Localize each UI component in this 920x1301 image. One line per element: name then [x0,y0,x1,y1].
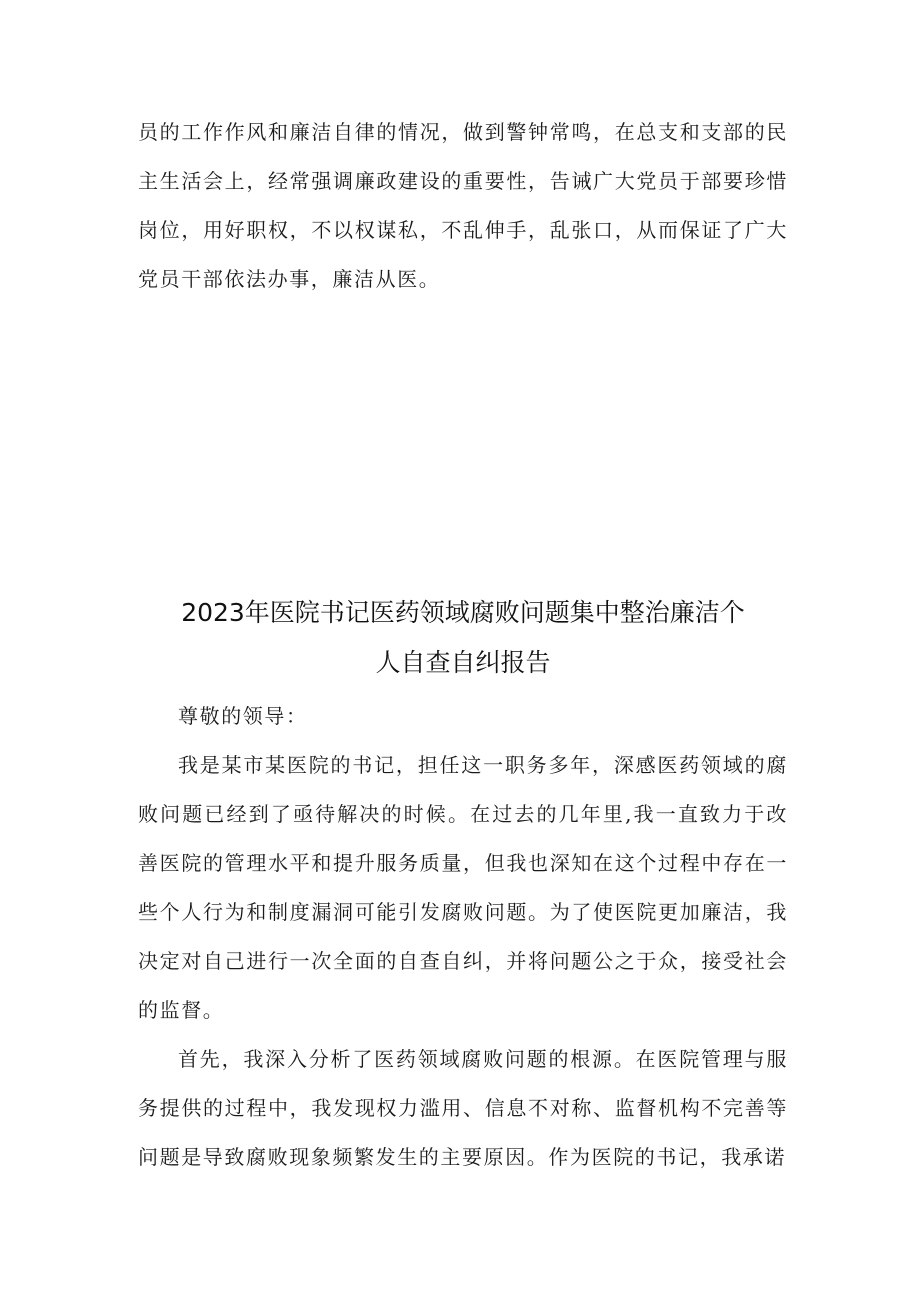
report-title [138,588,788,688]
body-paragraph: 首先，我深入分析了医药领域腐败问题的根源。在医院管理与服务提供的过程中，我发现权力滥用、信息不对称、监督机构不完善等问题是导致腐败现象频繁发生的主要原因。作为医院的书记，我承诺 [138,1047,788,1169]
title-line-1: 2023年医院书记医药领域腐败问题集中整治廉洁个 [181,598,745,627]
body-paragraph: 我是某市某医院的书记，担任这一职务多年，深感医药领域的腐败问题已经到了亟待解决的时候。在过去的几年里,我一直致力于改善医院的管理水平和提升服务质量，但我也深知在这个过程中存在一些个人行为和制度漏洞可能引发腐败问题。为了使医院更加廉洁，我决定对自己进行一次全面的自查自纠，并将问题公之于众，接受社会的监督。 [138,753,788,1022]
title-line-2: 人自查自纠报告 [375,648,551,677]
salutation: 尊敬的领导： [178,704,308,728]
continuation-paragraph: 员的工作作风和廉洁自律的情况，做到警钟常鸣，在总支和支部的民主生活会上，经常强调廉政建设的重要性，告诫广大党员于部要珍惜岗位，用好职权，不以权谋私，不乱伸手，乱张口，从而保证了广大党员干部依法办事，廉洁从医。 [138,120,788,291]
report-body [138,692,788,1182]
